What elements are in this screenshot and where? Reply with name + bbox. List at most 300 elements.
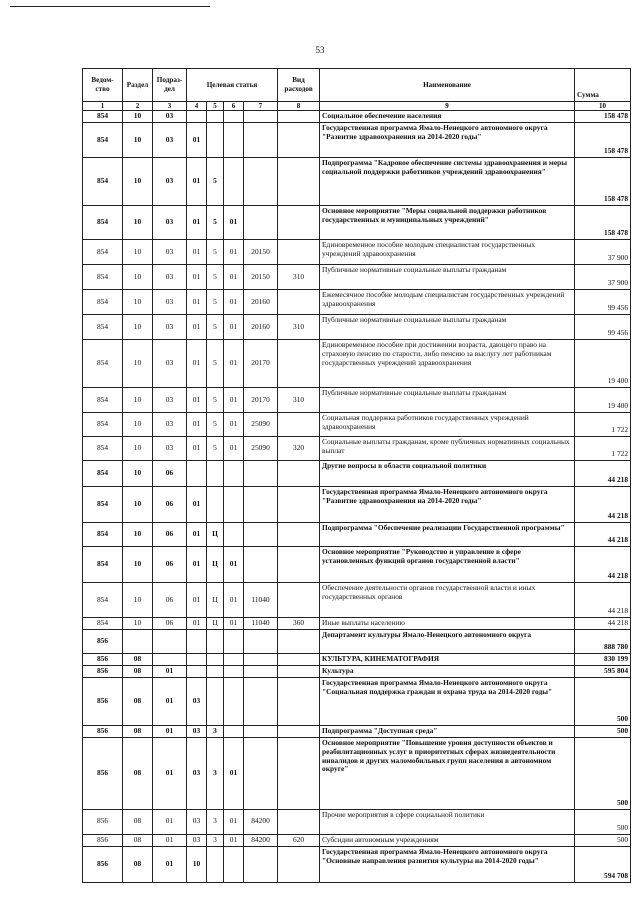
cell-target-program: 03 <box>187 677 207 725</box>
cell-target-subprogram: 5 <box>207 265 224 290</box>
cell-subsection: 06 <box>153 618 187 630</box>
cell-target-subprogram: 3 <box>207 834 224 846</box>
cell-expense-type <box>278 583 320 618</box>
cell-name: Государственная программа Ямало-Ненецкого автономного округа "Развитие здравоохранения на 2014-2020 годы" <box>320 123 575 158</box>
cell-name: Государственная программа Ямало-Ненецкого автономного округа "Основные направления развития культуры на 2014-2020 годы" <box>320 846 575 882</box>
cell-target-measure <box>224 111 244 123</box>
cell-name: КУЛЬТУРА, КИНЕМАТОГРАФИЯ <box>320 654 575 666</box>
cell-target-direction: 20170 <box>244 388 278 413</box>
table-row <box>83 206 631 240</box>
column-number: 1 <box>83 102 123 111</box>
column-number: 4 <box>187 102 207 111</box>
cell-target-direction: 25090 <box>244 413 278 437</box>
cell-dept: 854 <box>83 158 123 206</box>
cell-target-measure <box>224 461 244 487</box>
cell-section: 10 <box>123 290 153 315</box>
cell-target-subprogram <box>207 654 224 666</box>
cell-target-direction <box>244 846 278 882</box>
cell-sum: 158 478 <box>575 206 631 240</box>
cell-expense-type <box>278 737 320 809</box>
column-number: 7 <box>244 102 278 111</box>
cell-target-subprogram <box>207 461 224 487</box>
cell-target-subprogram: Ц <box>207 547 224 583</box>
table-row <box>83 388 631 413</box>
column-number: 3 <box>153 102 187 111</box>
table-row <box>83 725 631 737</box>
cell-target-subprogram: Ц <box>207 583 224 618</box>
cell-subsection: 03 <box>153 265 187 290</box>
cell-target-subprogram <box>207 677 224 725</box>
column-number: 6 <box>224 102 244 111</box>
cell-sum: 37 900 <box>575 265 631 290</box>
cell-target-direction <box>244 654 278 666</box>
column-number: 9 <box>320 102 575 111</box>
cell-target-program: 01 <box>187 487 207 523</box>
cell-section: 08 <box>123 809 153 834</box>
table-row <box>83 487 631 523</box>
cell-target-program <box>187 666 207 678</box>
column-number: 10 <box>575 102 631 111</box>
cell-subsection: 06 <box>153 583 187 618</box>
cell-subsection <box>153 630 187 654</box>
cell-target-program: 01 <box>187 340 207 388</box>
cell-expense-type: 360 <box>278 618 320 630</box>
cell-name: Основное мероприятие "Меры социальной поддержки работников государственных и муниципальных учреждений" <box>320 206 575 240</box>
cell-expense-type <box>278 809 320 834</box>
cell-name: Иные выплаты населению <box>320 618 575 630</box>
cell-subsection: 06 <box>153 487 187 523</box>
cell-target-measure: 01 <box>224 240 244 265</box>
cell-expense-type <box>278 630 320 654</box>
cell-subsection: 01 <box>153 834 187 846</box>
cell-target-measure <box>224 523 244 547</box>
cell-dept: 856 <box>83 834 123 846</box>
cell-sum: 594 708 <box>575 846 631 882</box>
cell-target-subprogram: 5 <box>207 315 224 340</box>
cell-subsection: 01 <box>153 846 187 882</box>
cell-sum: 888 780 <box>575 630 631 654</box>
cell-dept: 856 <box>83 654 123 666</box>
budget-table <box>82 68 631 883</box>
cell-target-direction <box>244 111 278 123</box>
table-row <box>83 834 631 846</box>
cell-section: 10 <box>123 240 153 265</box>
cell-sum: 500 <box>575 677 631 725</box>
cell-target-program: 01 <box>187 158 207 206</box>
header-row <box>83 69 631 102</box>
cell-section: 10 <box>123 340 153 388</box>
cell-subsection: 03 <box>153 240 187 265</box>
cell-expense-type <box>278 523 320 547</box>
cell-target-measure <box>224 677 244 725</box>
cell-target-subprogram: 3 <box>207 737 224 809</box>
cell-subsection: 03 <box>153 290 187 315</box>
cell-target-program: 01 <box>187 437 207 461</box>
cell-subsection <box>153 654 187 666</box>
column-number: 8 <box>278 102 320 111</box>
cell-dept: 856 <box>83 666 123 678</box>
cell-subsection: 03 <box>153 413 187 437</box>
table-row <box>83 666 631 678</box>
cell-subsection: 03 <box>153 315 187 340</box>
cell-expense-type <box>278 123 320 158</box>
cell-sum: 1 722 <box>575 437 631 461</box>
cell-subsection: 03 <box>153 158 187 206</box>
cell-subsection: 01 <box>153 737 187 809</box>
cell-section: 08 <box>123 737 153 809</box>
cell-target-measure: 01 <box>224 834 244 846</box>
cell-dept: 854 <box>83 583 123 618</box>
cell-target-direction <box>244 547 278 583</box>
cell-target-program: 03 <box>187 834 207 846</box>
cell-target-program: 01 <box>187 265 207 290</box>
cell-name: Публичные нормативные социальные выплаты гражданам <box>320 265 575 290</box>
cell-expense-type <box>278 654 320 666</box>
cell-subsection: 03 <box>153 206 187 240</box>
cell-expense-type <box>278 677 320 725</box>
table-row <box>83 547 631 583</box>
cell-dept: 854 <box>83 388 123 413</box>
cell-target-direction: 20150 <box>244 265 278 290</box>
cell-section: 10 <box>123 388 153 413</box>
cell-target-direction <box>244 725 278 737</box>
cell-expense-type <box>278 725 320 737</box>
cell-sum: 830 199 <box>575 654 631 666</box>
cell-target-subprogram: 3 <box>207 725 224 737</box>
cell-target-subprogram: 5 <box>207 206 224 240</box>
table-row <box>83 240 631 265</box>
cell-expense-type <box>278 206 320 240</box>
cell-dept: 854 <box>83 547 123 583</box>
cell-name: Публичные нормативные социальные выплаты гражданам <box>320 315 575 340</box>
cell-expense-type <box>278 290 320 315</box>
cell-subsection: 06 <box>153 523 187 547</box>
cell-name: Другие вопросы в области социальной политики <box>320 461 575 487</box>
cell-sum: 500 <box>575 725 631 737</box>
cell-sum: 37 900 <box>575 240 631 265</box>
cell-sum: 99 456 <box>575 315 631 340</box>
cell-section <box>123 630 153 654</box>
cell-subsection: 01 <box>153 666 187 678</box>
cell-section: 10 <box>123 487 153 523</box>
cell-dept: 856 <box>83 677 123 725</box>
cell-sum: 44 218 <box>575 618 631 630</box>
header-subsection: Подраз-дел <box>153 69 187 102</box>
cell-subsection: 01 <box>153 809 187 834</box>
table-row <box>83 437 631 461</box>
table-row <box>83 413 631 437</box>
cell-section: 10 <box>123 206 153 240</box>
table-row <box>83 583 631 618</box>
cell-expense-type: 320 <box>278 437 320 461</box>
cell-target-direction <box>244 666 278 678</box>
cell-sum: 99 456 <box>575 290 631 315</box>
cell-expense-type <box>278 413 320 437</box>
cell-dept: 854 <box>83 523 123 547</box>
table-row <box>83 737 631 809</box>
cell-target-direction <box>244 158 278 206</box>
cell-target-direction: 25090 <box>244 437 278 461</box>
cell-target-program: 03 <box>187 725 207 737</box>
cell-dept: 854 <box>83 487 123 523</box>
cell-section: 08 <box>123 725 153 737</box>
cell-dept: 854 <box>83 315 123 340</box>
cell-dept: 854 <box>83 618 123 630</box>
cell-name: Единовременное пособие при достижении возраста, дающего право на страховую пенсию по старости, либо пенсию за выслугу лет работникам государственных учреждений здравоохранения <box>320 340 575 388</box>
cell-sum: 158 478 <box>575 158 631 206</box>
cell-sum: 500 <box>575 834 631 846</box>
table-row <box>83 654 631 666</box>
cell-sum: 44 218 <box>575 583 631 618</box>
table-row <box>83 809 631 834</box>
table-row <box>83 290 631 315</box>
cell-target-direction: 20150 <box>244 240 278 265</box>
cell-target-measure: 01 <box>224 583 244 618</box>
cell-target-measure <box>224 487 244 523</box>
cell-target-program: 01 <box>187 290 207 315</box>
cell-target-program: 01 <box>187 523 207 547</box>
table-row <box>83 158 631 206</box>
cell-target-program: 01 <box>187 240 207 265</box>
cell-target-program <box>187 111 207 123</box>
cell-target-direction <box>244 630 278 654</box>
cell-target-program: 01 <box>187 123 207 158</box>
cell-target-subprogram: 3 <box>207 809 224 834</box>
cell-target-program <box>187 654 207 666</box>
page-number: 53 <box>315 45 325 55</box>
cell-target-subprogram <box>207 111 224 123</box>
cell-sum: 500 <box>575 809 631 834</box>
cell-expense-type <box>278 461 320 487</box>
column-number: 5 <box>207 102 224 111</box>
cell-subsection: 06 <box>153 461 187 487</box>
cell-subsection: 03 <box>153 111 187 123</box>
cell-expense-type: 310 <box>278 315 320 340</box>
cell-sum: 44 218 <box>575 523 631 547</box>
cell-target-subprogram <box>207 846 224 882</box>
cell-section: 08 <box>123 846 153 882</box>
cell-target-subprogram <box>207 123 224 158</box>
column-number: 2 <box>123 102 153 111</box>
cell-section: 08 <box>123 666 153 678</box>
cell-target-measure <box>224 654 244 666</box>
cell-target-direction: 20160 <box>244 290 278 315</box>
cell-dept: 856 <box>83 737 123 809</box>
cell-subsection: 01 <box>153 725 187 737</box>
cell-dept: 854 <box>83 206 123 240</box>
cell-sum: 158 478 <box>575 111 631 123</box>
cell-target-measure: 01 <box>224 315 244 340</box>
cell-target-direction <box>244 461 278 487</box>
cell-section: 10 <box>123 158 153 206</box>
header-section: Раздел <box>123 69 153 102</box>
cell-dept: 856 <box>83 809 123 834</box>
cell-target-subprogram: 5 <box>207 437 224 461</box>
cell-target-subprogram: 5 <box>207 388 224 413</box>
cell-target-direction <box>244 737 278 809</box>
cell-target-direction <box>244 487 278 523</box>
cell-expense-type <box>278 666 320 678</box>
cell-section: 10 <box>123 583 153 618</box>
table-row <box>83 523 631 547</box>
header-dept: Ведом-ство <box>83 69 123 102</box>
cell-target-program <box>187 461 207 487</box>
cell-dept: 854 <box>83 123 123 158</box>
cell-target-measure <box>224 725 244 737</box>
cell-dept: 854 <box>83 437 123 461</box>
cell-section: 10 <box>123 315 153 340</box>
cell-target-measure: 01 <box>224 206 244 240</box>
cell-target-direction <box>244 523 278 547</box>
cell-dept: 856 <box>83 725 123 737</box>
table-row <box>83 340 631 388</box>
cell-target-measure <box>224 846 244 882</box>
top-rule <box>10 6 210 7</box>
cell-subsection: 03 <box>153 437 187 461</box>
cell-target-measure: 01 <box>224 413 244 437</box>
cell-dept: 854 <box>83 111 123 123</box>
table-row <box>83 265 631 290</box>
cell-section: 10 <box>123 461 153 487</box>
cell-target-direction: 84200 <box>244 809 278 834</box>
table-row <box>83 630 631 654</box>
cell-sum: 44 218 <box>575 547 631 583</box>
cell-name: Культура <box>320 666 575 678</box>
cell-target-direction <box>244 123 278 158</box>
cell-target-program <box>187 630 207 654</box>
cell-target-direction <box>244 206 278 240</box>
table-row <box>83 111 631 123</box>
cell-name: Прочие мероприятия в сфере социальной политики <box>320 809 575 834</box>
cell-target-subprogram: 5 <box>207 340 224 388</box>
cell-sum: 44 218 <box>575 461 631 487</box>
cell-target-program: 01 <box>187 583 207 618</box>
cell-target-program: 01 <box>187 547 207 583</box>
cell-target-measure <box>224 123 244 158</box>
cell-name: Обеспечение деятельности органов государственной власти и иных государственных органов <box>320 583 575 618</box>
cell-section: 10 <box>123 547 153 583</box>
cell-target-program: 03 <box>187 809 207 834</box>
table-row <box>83 315 631 340</box>
cell-subsection: 01 <box>153 677 187 725</box>
cell-target-measure <box>224 630 244 654</box>
cell-name: Подпрограмма "Кадровое обеспечение системы здравоохранения и меры социальной поддержки работников учреждений здравоохранения" <box>320 158 575 206</box>
table-row <box>83 846 631 882</box>
table-body <box>83 111 631 882</box>
cell-subsection: 03 <box>153 388 187 413</box>
cell-expense-type: 310 <box>278 388 320 413</box>
cell-target-measure: 01 <box>224 265 244 290</box>
table-row <box>83 461 631 487</box>
cell-sum: 19 400 <box>575 388 631 413</box>
header-sum: Сумма <box>575 69 631 102</box>
cell-section: 10 <box>123 123 153 158</box>
cell-section: 10 <box>123 413 153 437</box>
cell-sum: 19 400 <box>575 340 631 388</box>
cell-target-subprogram: 5 <box>207 413 224 437</box>
cell-target-subprogram: 5 <box>207 158 224 206</box>
cell-section: 08 <box>123 834 153 846</box>
cell-subsection: 03 <box>153 123 187 158</box>
cell-target-program: 01 <box>187 206 207 240</box>
cell-name: Социальная поддержка работников государственных учреждений здравоохранения <box>320 413 575 437</box>
cell-name: Государственная программа Ямало-Ненецкого автономного округа "Социальная поддержка граждан и охрана труда на 2014-2020 годы" <box>320 677 575 725</box>
cell-target-program: 03 <box>187 737 207 809</box>
cell-name: Социальное обеспечение населения <box>320 111 575 123</box>
cell-expense-type: 310 <box>278 265 320 290</box>
cell-section: 10 <box>123 265 153 290</box>
cell-name: Социальные выплаты гражданам, кроме публичных нормативных социальных выплат <box>320 437 575 461</box>
table-row <box>83 677 631 725</box>
cell-target-measure <box>224 666 244 678</box>
cell-expense-type <box>278 111 320 123</box>
cell-name: Субсидии автономным учреждениям <box>320 834 575 846</box>
cell-dept: 854 <box>83 265 123 290</box>
cell-dept: 854 <box>83 413 123 437</box>
header-expense-type: Вид расходов <box>278 69 320 102</box>
cell-target-direction: 11040 <box>244 583 278 618</box>
cell-sum: 595 804 <box>575 666 631 678</box>
cell-name: Основное мероприятие "Руководство и управление в сфере установленных функций органов государственной власти" <box>320 547 575 583</box>
cell-name: Основное мероприятие "Повышение уровня доступности объектов и реабилитационных услуг в приоритетных сферах жизнедеятельности инвалидов и других маломобильных групп населения в автономном округе" <box>320 737 575 809</box>
cell-target-subprogram: 5 <box>207 290 224 315</box>
cell-dept: 856 <box>83 846 123 882</box>
cell-target-program: 01 <box>187 618 207 630</box>
cell-sum: 158 478 <box>575 123 631 158</box>
cell-target-subprogram <box>207 487 224 523</box>
cell-section: 10 <box>123 111 153 123</box>
cell-target-subprogram: 5 <box>207 240 224 265</box>
cell-target-measure: 01 <box>224 290 244 315</box>
table-row <box>83 123 631 158</box>
cell-target-measure <box>224 158 244 206</box>
cell-sum: 1 722 <box>575 413 631 437</box>
cell-target-direction: 20160 <box>244 315 278 340</box>
cell-target-measure: 01 <box>224 737 244 809</box>
header-target: Целевая статья <box>187 69 278 102</box>
cell-section: 10 <box>123 523 153 547</box>
cell-target-subprogram: Ц <box>207 523 224 547</box>
cell-expense-type <box>278 846 320 882</box>
cell-section: 08 <box>123 677 153 725</box>
cell-name: Ежемесячное пособие молодым специалистам государственных учреждений здравоохранения <box>320 290 575 315</box>
cell-section: 10 <box>123 437 153 461</box>
cell-target-direction <box>244 677 278 725</box>
cell-target-program: 01 <box>187 413 207 437</box>
cell-dept: 854 <box>83 340 123 388</box>
cell-name: Государственная программа Ямало-Ненецкого автономного округа "Развитие здравоохранения на 2014-2020 годы" <box>320 487 575 523</box>
cell-target-program: 10 <box>187 846 207 882</box>
cell-expense-type <box>278 487 320 523</box>
cell-name: Подпрограмма "Обеспечение реализации Государственной программы" <box>320 523 575 547</box>
cell-expense-type: 620 <box>278 834 320 846</box>
cell-target-direction: 84200 <box>244 834 278 846</box>
cell-dept: 854 <box>83 461 123 487</box>
cell-expense-type <box>278 547 320 583</box>
cell-name: Публичные нормативные социальные выплаты гражданам <box>320 388 575 413</box>
cell-target-measure: 01 <box>224 437 244 461</box>
cell-name: Единовременное пособие молодым специалистам государственных учреждений здравоохранения <box>320 240 575 265</box>
cell-target-direction: 11040 <box>244 618 278 630</box>
cell-expense-type <box>278 340 320 388</box>
column-number-row <box>83 102 631 111</box>
cell-subsection: 06 <box>153 547 187 583</box>
cell-section: 08 <box>123 654 153 666</box>
cell-target-measure: 01 <box>224 388 244 413</box>
cell-target-subprogram <box>207 666 224 678</box>
cell-sum: 44 218 <box>575 487 631 523</box>
cell-expense-type <box>278 240 320 265</box>
